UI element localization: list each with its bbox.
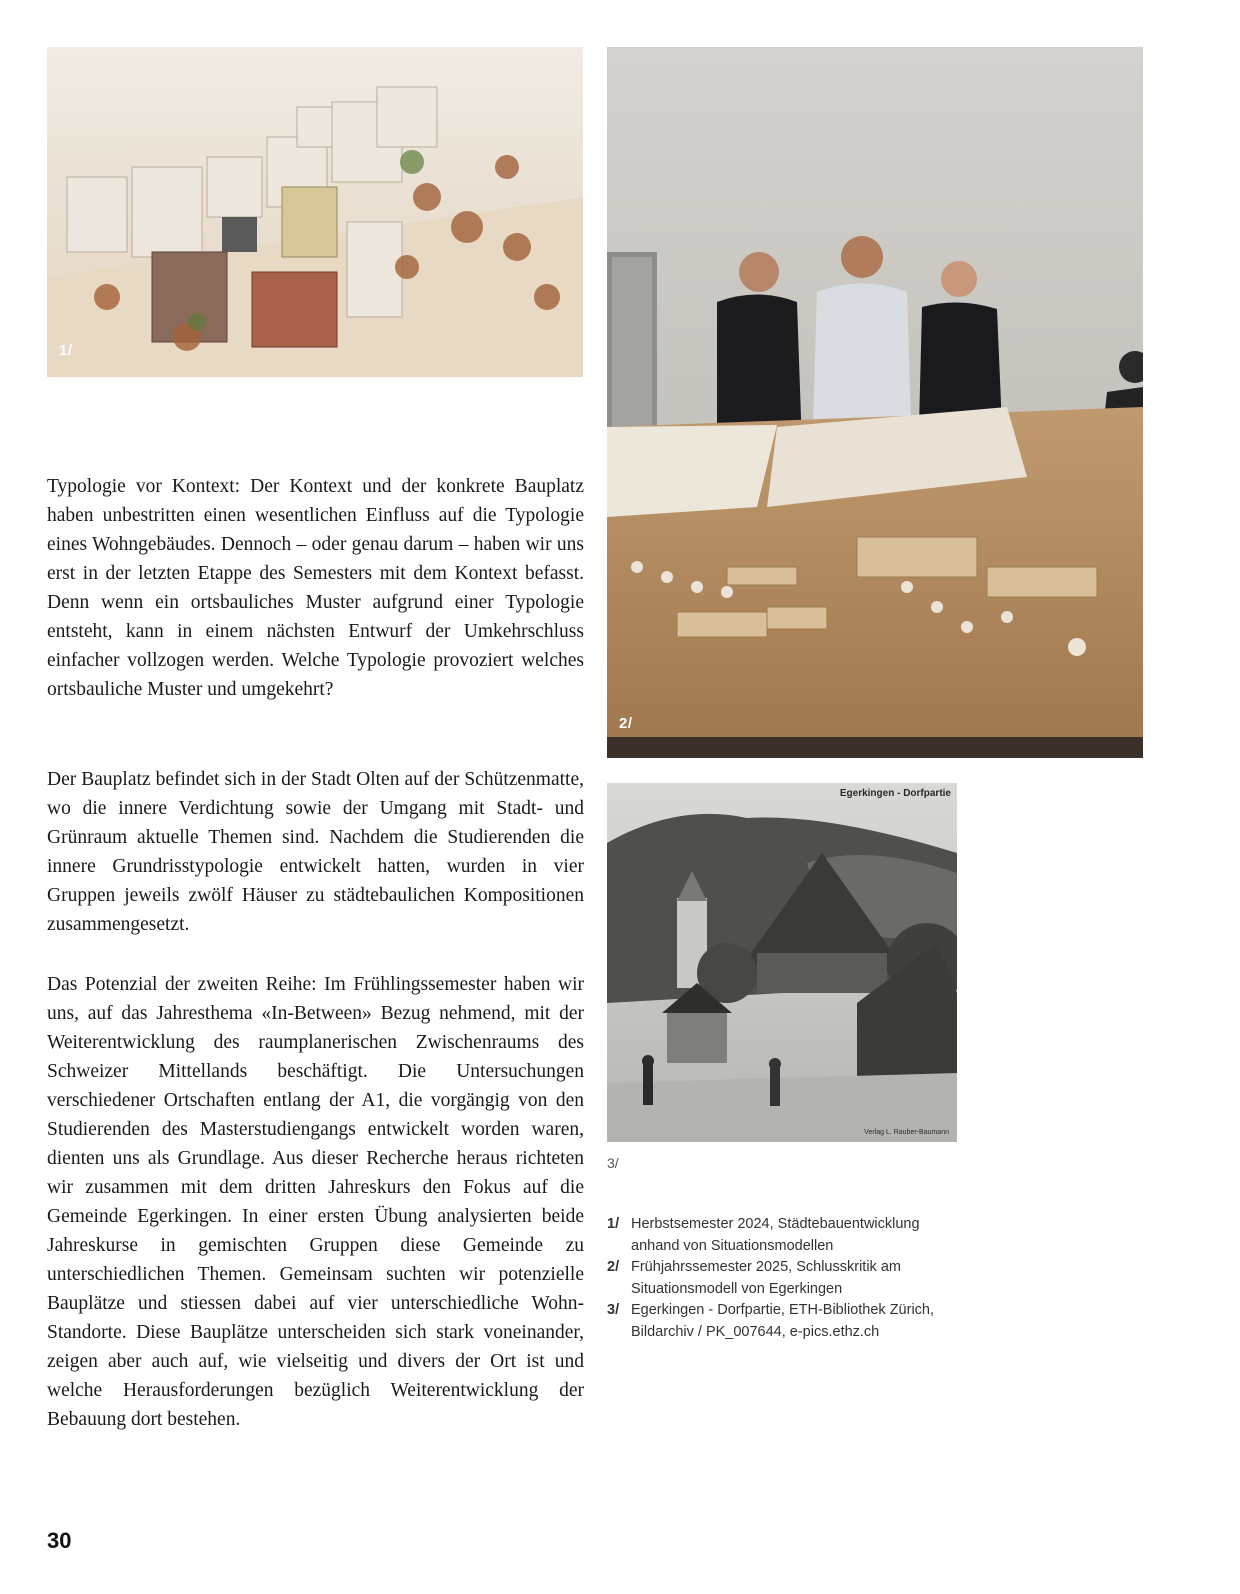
caption-number: 3/ [607, 1302, 620, 1318]
architecture-model-image [47, 47, 583, 377]
caption-text: Frühjahrssemester 2025, Schlusskritik am Situationsmodell von Egerkingen [631, 1259, 901, 1297]
caption-item [607, 1214, 967, 1257]
figure-3-number: 3/ [607, 1155, 619, 1171]
paragraph-text: Typologie vor Kontext: Der Kontext und der konkrete Bauplatz haben unbestritten einen wesentlichen Einfluss auf die Typologie eines Wohngebäudes. Dennoch – oder genau darum – haben wir uns erst in der letzten Etappe des Semesters mit dem Kontext befasst. Denn wenn ein ortsbauliches Muster aufgrund einer Typologie entsteht, kann in einem nächsten Entwurf der Umkehrschluss einfacher vollzogen werden. Welche Typologie provoziert welches ortsbauliche Muster und umgekehrt? [47, 476, 584, 700]
caption-number: 1/ [607, 1216, 620, 1232]
caption-number: 2/ [607, 1259, 620, 1275]
figure-2-number: 2/ [619, 715, 633, 732]
caption-text: Herbstsemester 2024, Städtebauentwicklung anhand von Situationsmodellen [631, 1216, 920, 1254]
page-number: 30 [47, 1528, 72, 1553]
body-paragraph-1 [47, 472, 584, 704]
caption-item [607, 1300, 967, 1343]
body-paragraph-3 [47, 970, 584, 1434]
figure-3-inset-title: Egerkingen - Dorfpartie [839, 788, 951, 799]
historic-village-photo-image [607, 783, 957, 1142]
students-site-model-image [607, 47, 1143, 758]
figure-captions [607, 1214, 967, 1343]
body-paragraph-2 [47, 765, 584, 939]
figure-2-photo [607, 47, 1143, 758]
figure-3-photo [607, 783, 957, 1142]
paragraph-text: Das Potenzial der zweiten Reihe: Im Frühlingssemester haben wir uns, auf das Jahresthema «In-Between» Bezug nehmend, mit der Weiterentwicklung des raumplanerischen Zwischenraums des Schweizer Mittellands beschäftigt. Die Untersuchungen verschiedener Ortschaften entlang der A1, die vorgängig von den Studierenden des Masterstudiengangs entwickelt worden waren, dienten uns als Grundlage. Aus dieser Recherche heraus richteten wir zusammen mit dem dritten Jahreskurs den Fokus auf die Gemeinde Egerkingen. In einer ersten Übung analysierten beide Jahreskurse in gemischten Gruppen diese Gemeinde zu unterschiedlichen Themen. Gemeinsam suchten wir potenzielle Bauplätze und stiessen dabei auf vier unterschiedliche Wohn-Standorte. Diese Bauplätze unterscheiden sich stark voneinander, zeigen aber auch auf, wie vielseitig und divers der Ort ist und welche Herausforderungen bezüglich Weiterentwicklung der Bebauung dort bestehen. [47, 974, 584, 1430]
figure-1-photo [47, 47, 583, 377]
caption-text: Egerkingen - Dorfpartie, ETH-Bibliothek Zürich, Bildarchiv / PK_007644, e-pics.ethz.ch [631, 1302, 935, 1340]
figure-1-number: 1/ [59, 342, 73, 359]
figure-3-inset-credit: Verlag L. Rauber-Baumann [864, 1129, 949, 1136]
caption-item [607, 1257, 967, 1300]
paragraph-text: Der Bauplatz befindet sich in der Stadt Olten auf der Schützenmatte, wo die innere Verdichtung sowie der Umgang mit Stadt- und Grünraum aktuelle Themen sind. Nachdem die Studierenden die innere Grundrisstypologie entwickelt hatten, wurden in vier Gruppen jeweils zwölf Häuser zu städtebaulichen Kompositionen zusammengesetzt. [47, 769, 584, 935]
